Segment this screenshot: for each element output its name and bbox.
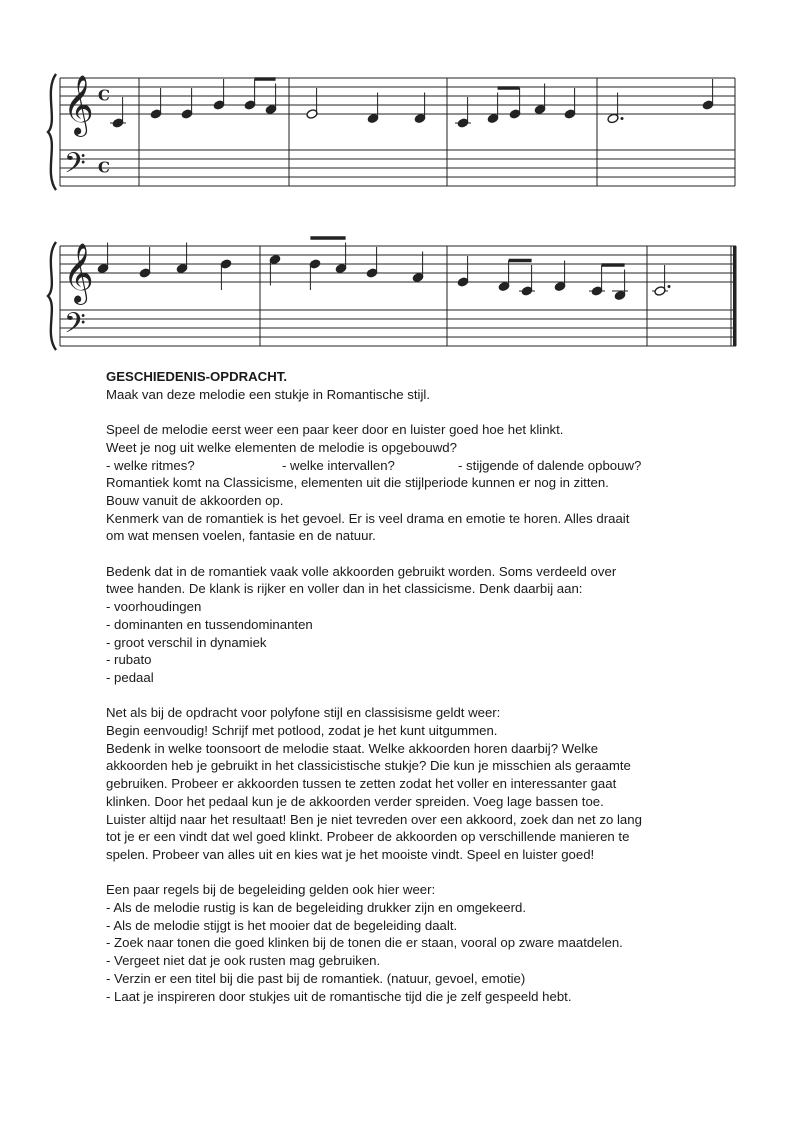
- question: - welke ritmes?: [106, 457, 195, 473]
- para3-line: gebruiken. Probeer er akkoorden tussen te zetten zodat het voller en interessanter gaat: [106, 776, 617, 792]
- para4-line: - Zoek naar tonen die goed klinken bij de tonen die er staan, vooral op zware maatdelen.: [106, 935, 623, 951]
- para2-line: - groot verschil in dynamiek: [106, 634, 267, 650]
- para2-line: twee handen. De klank is rijker en voller dan in het classicisme. Denk daarbij aan:: [106, 581, 583, 597]
- para4-line: - Als de melodie stijgt is het mooier dat de begeleiding daalt.: [106, 917, 458, 933]
- assignment-text: [106, 368, 666, 1005]
- para3-line: tot je er een vindt dat wel goed klinkt. Probeer de akkoorden op verschillende manieren te: [106, 829, 630, 845]
- para4-line: - Als de melodie rustig is kan de begeleiding drukker zijn en omgekeerd.: [106, 900, 527, 916]
- dot: [621, 117, 624, 120]
- time-signature: C: [98, 158, 110, 177]
- para2-line: Bedenk dat in de romantiek vaak volle akkoorden gebruikt worden. Soms verdeeld over: [106, 563, 617, 579]
- para4-line: - Vergeet niet dat je ook rusten mag gebruiken.: [106, 953, 381, 969]
- heading: GESCHIEDENIS-OPDRACHT.: [106, 369, 287, 384]
- para2-line: - dominanten en tussendominanten: [106, 616, 313, 632]
- para3-line: akkoorden heb je gebruikt in het classicistische stukje? Die kun je misschien als geraamte: [106, 758, 631, 774]
- system-1: [48, 74, 735, 190]
- para1-line: Bouw vanuit de akkoorden op.: [106, 492, 284, 508]
- para4-line: Een paar regels bij de begeleiding gelden ook hier weer:: [106, 882, 436, 898]
- intro: Maak van deze melodie een stukje in Romantische stijl.: [106, 386, 430, 402]
- system-2: [48, 238, 737, 350]
- para3-line: Begin eenvoudig! Schrijf met potlood, zodat je het kunt uitgummen.: [106, 723, 498, 739]
- bass-clef-icon: 𝄢: [64, 147, 86, 187]
- para4-line: - Verzin er een titel bij die past bij de romantiek. (natuur, gevoel, emotie): [106, 970, 526, 986]
- para3-line: spelen. Probeer van alles uit en kies wat je het mooiste vindt. Speel en luister goed!: [106, 846, 595, 862]
- question: - welke intervallen?: [282, 457, 395, 473]
- para1-line: Speel de melodie eerst weer een paar keer door en luister goed hoe het klinkt.: [106, 422, 564, 438]
- final-barline: [733, 246, 737, 346]
- para1-line: Romantiek komt na Classicisme, elementen uit die stijlperiode kunnen er nog in zitten.: [106, 475, 609, 491]
- para1-line: om wat mensen voelen, fantasie en de natuur.: [106, 528, 376, 544]
- treble-clef-icon: 𝄞: [63, 243, 94, 303]
- treble-clef-icon: 𝄞: [63, 75, 94, 135]
- question: - stijgende of dalende opbouw?: [458, 457, 642, 473]
- brace: [48, 74, 56, 190]
- para1-line: Kenmerk van de romantiek is het gevoel. Er is veel drama en emotie te horen. Alles draait: [106, 510, 630, 526]
- para4-line: - Laat je inspireren door stukjes uit de romantische tijd die je zelf gespeeld hebt.: [106, 988, 572, 1004]
- para2-line: - rubato: [106, 652, 152, 668]
- question-list: [106, 457, 666, 475]
- brace: [48, 242, 56, 350]
- para3-line: klinken. Door het pedaal kun je de akkoorden verder spreiden. Voeg lage bassen toe.: [106, 793, 604, 809]
- time-signature: C: [98, 86, 110, 105]
- para2-line: - pedaal: [106, 669, 154, 685]
- para2-line: - voorhoudingen: [106, 599, 202, 615]
- para3-line: Net als bij de opdracht voor polyfone stijl en classisisme geldt weer:: [106, 705, 501, 721]
- sheet-music: [0, 0, 800, 360]
- para1-line: Weet je nog uit welke elementen de melodie is opgebouwd?: [106, 439, 457, 455]
- para3-line: Luister altijd naar het resultaat! Ben je niet tevreden over een akkoord, zoek dan net zo lang: [106, 811, 642, 827]
- bass-clef-icon: 𝄢: [64, 307, 86, 347]
- para3-line: Bedenk in welke toonsoort de melodie staat. Welke akkoorden horen daarbij? Welke: [106, 740, 599, 756]
- dot: [668, 285, 671, 288]
